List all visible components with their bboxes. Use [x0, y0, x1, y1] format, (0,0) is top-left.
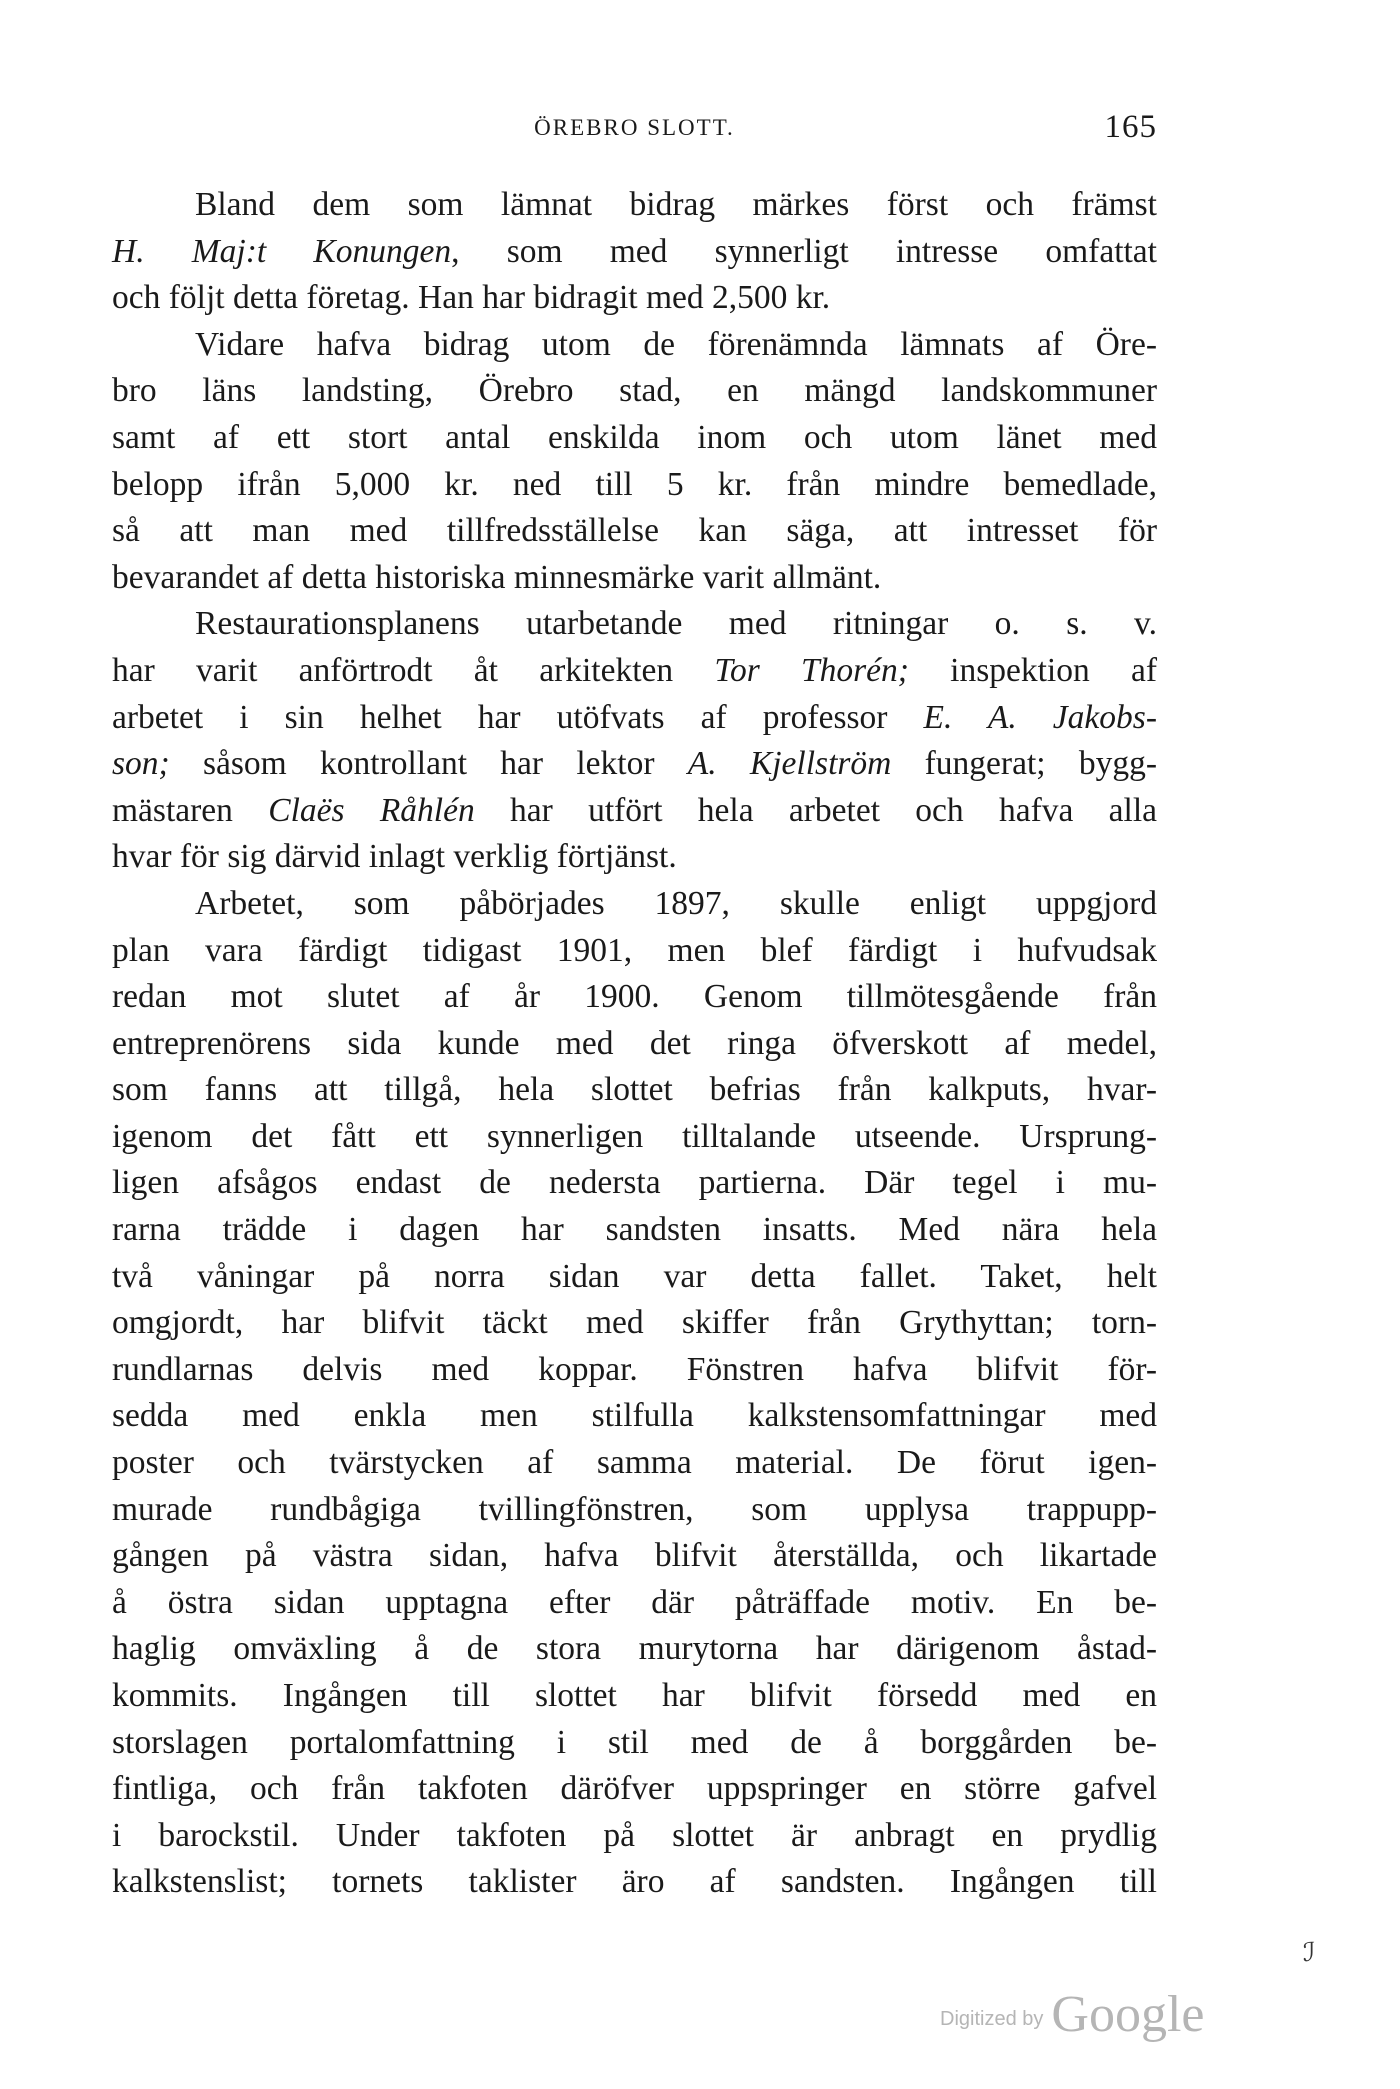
text-line	[112, 1393, 1157, 1440]
text-segment: storslagen portalomfattning i stil med de å borggården be-	[112, 1723, 1157, 1761]
text-segment: redan mot slutet af år 1900. Genom tillmötesgående från	[112, 978, 1157, 1016]
text-line	[112, 1067, 1157, 1114]
text-line	[112, 881, 1157, 928]
text-line	[112, 974, 1157, 1021]
text-segment: hvar för sig därvid inlagt verklig förtjänst.	[112, 838, 677, 876]
text-segment: å östra sidan upptagna efter där påträffade motiv. En be-	[112, 1583, 1157, 1621]
footer-mark: ℐ	[1303, 1938, 1316, 1967]
text-segment: rarna trädde i dagen har sandsten insatts. Med nära hela	[112, 1211, 1157, 1249]
text-segment: , som med synnerligt intresse omfattat	[451, 232, 1157, 270]
text-line	[112, 741, 1157, 788]
text-segment: bevarandet af detta historiska minnesmärke varit allmänt.	[112, 558, 882, 596]
running-title: ÖREBRO SLOTT.	[534, 115, 735, 140]
text-segment: bro läns landsting, Örebro stad, en mängd landskommuner	[112, 372, 1157, 410]
text-segment: Bland dem som lämnat bidrag märkes först och främst	[195, 186, 1157, 223]
text-line	[112, 275, 1157, 322]
text-line	[112, 1300, 1157, 1347]
text-line	[112, 508, 1157, 555]
watermark-logo: Google	[1051, 1986, 1205, 2043]
text-segment: gången på västra sidan, hafva blifvit återställda, och likartade	[112, 1537, 1157, 1575]
text-line	[112, 1021, 1157, 1068]
text-line	[112, 1487, 1157, 1534]
text-segment: har utfört hela arbetet och hafva alla	[474, 791, 1157, 829]
text-line	[112, 415, 1157, 462]
text-line	[112, 1580, 1157, 1627]
text-segment: haglig omväxling å de stora murytorna har därigenom åstad-	[112, 1630, 1157, 1668]
text-segment: fintliga, och från takfoten däröfver uppspringer en större gafvel	[112, 1770, 1157, 1808]
text-line	[112, 182, 1157, 229]
text-line	[112, 1859, 1157, 1906]
text-line	[112, 229, 1157, 276]
text-line	[112, 1160, 1157, 1207]
text-segment: poster och tvärstycken af samma material. De förut igen-	[112, 1444, 1157, 1482]
text-segment: mästaren	[112, 791, 269, 829]
italic-text: E. A. Jakobs-	[923, 698, 1157, 736]
text-segment: omgjordt, har blifvit täckt med skiffer från Grythyttan; torn-	[112, 1304, 1157, 1342]
text-line	[112, 1626, 1157, 1673]
page-number: 165	[1104, 109, 1157, 145]
text-segment: inspektion af	[908, 651, 1157, 689]
text-segment: entreprenörens sida kunde med det ringa öfverskott af medel,	[112, 1024, 1157, 1062]
text-line	[112, 601, 1157, 648]
text-line	[112, 1720, 1157, 1767]
text-segment: i barockstil. Under takfoten på slottet är anbragt en prydlig	[112, 1816, 1157, 1854]
italic-text: A. Kjellström	[687, 745, 892, 783]
text-line	[112, 462, 1157, 509]
body-text	[112, 182, 1157, 1906]
text-line	[112, 695, 1157, 742]
text-segment: sedda med enkla men stilfulla kalkstensomfattningar med	[112, 1397, 1157, 1435]
text-segment: samt af ett stort antal enskilda inom och utom länet med	[112, 418, 1157, 456]
text-segment: arbetet i sin helhet har utöfvats af professor	[112, 698, 924, 736]
text-line	[112, 1813, 1157, 1860]
text-line	[112, 834, 1157, 881]
text-segment: fungerat; bygg-	[891, 745, 1157, 783]
text-segment: två våningar på norra sidan var detta fallet. Taket, helt	[112, 1257, 1157, 1295]
text-segment: har varit anförtrodt åt arkitekten	[112, 651, 715, 689]
text-line	[112, 555, 1157, 602]
italic-text: son;	[112, 745, 170, 783]
italic-text: H. Maj:t Konungen	[112, 232, 452, 270]
text-line	[112, 1766, 1157, 1813]
text-segment: kalkstenslist; tornets taklister äro af sandsten. Ingången till	[112, 1863, 1157, 1901]
text-segment: såsom kontrollant har lektor	[169, 745, 688, 783]
text-line	[112, 1533, 1157, 1580]
text-line	[112, 1440, 1157, 1487]
text-line	[112, 1254, 1157, 1301]
watermark-prefix: Digitized by	[940, 2008, 1044, 2030]
text-line	[112, 648, 1157, 695]
text-segment: murade rundbågiga tvillingfönstren, som upplysa trappupp-	[112, 1490, 1157, 1528]
page-header	[112, 109, 1157, 155]
text-line	[112, 1207, 1157, 1254]
text-line	[112, 928, 1157, 975]
text-line	[112, 1673, 1157, 1720]
text-line	[112, 788, 1157, 835]
italic-text: Claës Råhlén	[268, 791, 475, 829]
text-segment: belopp ifrån 5,000 kr. ned till 5 kr. från mindre bemedlade,	[112, 465, 1157, 503]
text-segment: Restaurationsplanens utarbetande med ritningar o. s. v.	[195, 605, 1157, 643]
text-segment: och följt detta företag. Han har bidragit med 2,500 kr.	[112, 279, 831, 317]
text-segment: kommits. Ingången till slottet har blifvit försedd med en	[112, 1677, 1157, 1714]
text-segment: Vidare hafva bidrag utom de förenämnda lämnats af Öre-	[195, 325, 1157, 363]
text-segment: så att man med tillfredsställelse kan säga, att intresset för	[112, 512, 1157, 550]
text-line	[112, 1347, 1157, 1394]
text-segment: ligen afsågos endast de nedersta partierna. Där tegel i mu-	[112, 1164, 1157, 1202]
text-line	[112, 1114, 1157, 1161]
text-segment: igenom det fått ett synnerligen tilltalande utseende. Ursprung-	[112, 1117, 1157, 1155]
text-segment: plan vara färdigt tidigast 1901, men blef färdigt i hufvudsak	[112, 931, 1157, 969]
text-segment: som fanns att tillgå, hela slottet befrias från kalkputs, hvar-	[112, 1071, 1157, 1109]
digitized-watermark	[940, 1985, 1204, 2044]
italic-text: Tor Thorén;	[714, 651, 909, 689]
text-line	[112, 368, 1157, 415]
text-segment: rundlarnas delvis med koppar. Fönstren hafva blifvit för-	[112, 1350, 1157, 1388]
text-line	[112, 322, 1157, 369]
text-segment: Arbetet, som påbörjades 1897, skulle enligt uppgjord	[195, 884, 1157, 922]
